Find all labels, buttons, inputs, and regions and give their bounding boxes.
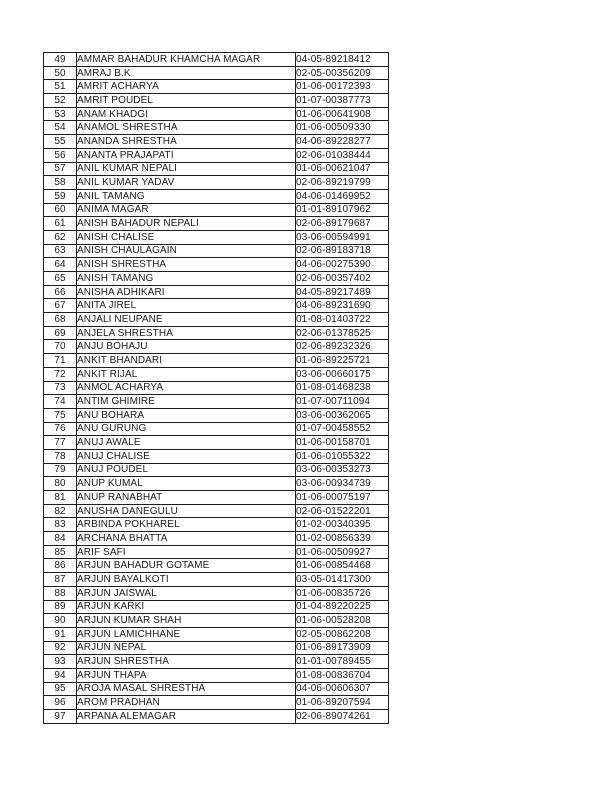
table-row [44,545,389,559]
person-name-cell: ANIMA MAGAR [77,203,296,217]
row-number-cell: 87 [44,573,77,587]
person-id-cell: 03-06-00362065 [296,408,389,422]
person-name-cell: ANIL KUMAR YADAV [77,176,296,190]
row-number-cell: 93 [44,655,77,669]
table-row [44,354,389,368]
person-name-cell: ANAMOL SHRESTHA [77,121,296,135]
row-number-cell: 59 [44,189,77,203]
person-id-cell: 01-07-00711094 [296,395,389,409]
person-id-cell: 01-06-89225721 [296,354,389,368]
table-row [44,217,389,231]
row-number-cell: 79 [44,463,77,477]
table-row [44,573,389,587]
table-row [44,94,389,108]
person-id-cell: 01-04-89220225 [296,600,389,614]
table-row [44,668,389,682]
row-number-cell: 94 [44,668,77,682]
row-number-cell: 62 [44,230,77,244]
table-row [44,436,389,450]
person-name-cell: ANUJ POUDEL [77,463,296,477]
table-row [44,313,389,327]
person-name-cell: AROJA MASAL SHRESTHA [77,682,296,696]
person-id-cell: 01-01-00789455 [296,655,389,669]
person-id-cell: 03-06-00353273 [296,463,389,477]
person-name-cell: AMMAR BAHADUR KHAMCHA MAGAR [77,53,296,67]
person-name-cell: ARPANA ALEMAGAR [77,710,296,724]
person-name-cell: ANISH BAHADUR NEPALI [77,217,296,231]
table-row [44,710,389,724]
row-number-cell: 78 [44,449,77,463]
roster-table [43,52,389,724]
person-name-cell: ARJUN BAYALKOTI [77,573,296,587]
roster-table-body [44,53,389,724]
person-name-cell: ANJELA SHRESTHA [77,326,296,340]
person-name-cell: AMRIT POUDEL [77,94,296,108]
person-id-cell: 02-06-89219799 [296,176,389,190]
person-name-cell: ARIF SAFI [77,545,296,559]
person-id-cell: 01-06-00075197 [296,491,389,505]
row-number-cell: 86 [44,559,77,573]
person-id-cell: 01-01-89107962 [296,203,389,217]
person-id-cell: 04-05-89217489 [296,285,389,299]
row-number-cell: 56 [44,148,77,162]
table-row [44,614,389,628]
row-number-cell: 91 [44,627,77,641]
person-name-cell: ARJUN NEPAL [77,641,296,655]
table-row [44,80,389,94]
table-row [44,449,389,463]
person-name-cell: ANKIT BHANDARI [77,354,296,368]
row-number-cell: 97 [44,710,77,724]
row-number-cell: 83 [44,518,77,532]
person-id-cell: 01-02-00856339 [296,532,389,546]
person-id-cell: 01-08-01403722 [296,313,389,327]
row-number-cell: 69 [44,326,77,340]
person-id-cell: 01-08-00836704 [296,668,389,682]
person-id-cell: 01-06-00509330 [296,121,389,135]
table-row [44,272,389,286]
person-id-cell: 03-06-00934739 [296,477,389,491]
row-number-cell: 51 [44,80,77,94]
person-name-cell: ANUJ CHALISE [77,449,296,463]
person-id-cell: 02-05-00862208 [296,627,389,641]
table-row [44,463,389,477]
person-id-cell: 02-06-01038444 [296,148,389,162]
table-row [44,66,389,80]
row-number-cell: 57 [44,162,77,176]
person-id-cell: 03-06-00594991 [296,230,389,244]
table-row [44,422,389,436]
person-id-cell: 04-05-89218412 [296,53,389,67]
table-row [44,203,389,217]
person-name-cell: ANJALI NEUPANE [77,313,296,327]
row-number-cell: 58 [44,176,77,190]
table-row [44,559,389,573]
row-number-cell: 52 [44,94,77,108]
row-number-cell: 70 [44,340,77,354]
person-id-cell: 01-06-00158701 [296,436,389,450]
row-number-cell: 53 [44,107,77,121]
person-name-cell: ANIL TAMANG [77,189,296,203]
person-id-cell: 01-06-89207594 [296,696,389,710]
person-id-cell: 02-06-89179687 [296,217,389,231]
person-id-cell: 01-02-00340395 [296,518,389,532]
person-id-cell: 04-06-01469952 [296,189,389,203]
row-number-cell: 88 [44,586,77,600]
person-name-cell: ANU BOHARA [77,408,296,422]
table-row [44,655,389,669]
person-id-cell: 02-06-01378525 [296,326,389,340]
person-name-cell: ANAM KHADGI [77,107,296,121]
table-row [44,148,389,162]
table-row [44,367,389,381]
person-id-cell: 01-08-01468238 [296,381,389,395]
person-name-cell: ANJU BOHAJU [77,340,296,354]
table-row [44,641,389,655]
person-id-cell: 01-06-00172393 [296,80,389,94]
person-name-cell: AROM PRADHAN [77,696,296,710]
row-number-cell: 50 [44,66,77,80]
person-name-cell: ANISH CHALISE [77,230,296,244]
row-number-cell: 72 [44,367,77,381]
row-number-cell: 55 [44,135,77,149]
row-number-cell: 65 [44,272,77,286]
table-row [44,53,389,67]
row-number-cell: 76 [44,422,77,436]
table-row [44,244,389,258]
person-name-cell: AMRIT ACHARYA [77,80,296,94]
row-number-cell: 73 [44,381,77,395]
row-number-cell: 60 [44,203,77,217]
table-row [44,258,389,272]
row-number-cell: 82 [44,504,77,518]
person-name-cell: ANANDA SHRESTHA [77,135,296,149]
person-id-cell: 04-06-89231690 [296,299,389,313]
person-id-cell: 01-06-00509927 [296,545,389,559]
row-number-cell: 63 [44,244,77,258]
person-name-cell: ANISH CHAULAGAIN [77,244,296,258]
table-row [44,299,389,313]
table-row [44,518,389,532]
person-name-cell: ARJUN KUMAR SHAH [77,614,296,628]
table-row [44,586,389,600]
row-number-cell: 68 [44,313,77,327]
person-id-cell: 04-06-89228277 [296,135,389,149]
row-number-cell: 89 [44,600,77,614]
table-row [44,107,389,121]
row-number-cell: 84 [44,532,77,546]
person-name-cell: ANKIT RIJAL [77,367,296,381]
row-number-cell: 85 [44,545,77,559]
row-number-cell: 54 [44,121,77,135]
person-name-cell: ANANTA PRAJAPATI [77,148,296,162]
table-row [44,230,389,244]
table-row [44,326,389,340]
row-number-cell: 77 [44,436,77,450]
table-row [44,408,389,422]
person-id-cell: 01-07-00387773 [296,94,389,108]
person-name-cell: ANISHA ADHIKARI [77,285,296,299]
row-number-cell: 49 [44,53,77,67]
person-name-cell: ARJUN KARKI [77,600,296,614]
row-number-cell: 81 [44,491,77,505]
row-number-cell: 80 [44,477,77,491]
table-row [44,189,389,203]
person-id-cell: 01-06-00835726 [296,586,389,600]
person-id-cell: 02-06-01522201 [296,504,389,518]
person-name-cell: ANITA JIREL [77,299,296,313]
table-row [44,532,389,546]
person-name-cell: ANIL KUMAR NEPALI [77,162,296,176]
person-name-cell: ARJUN JAISWAL [77,586,296,600]
person-name-cell: ANUP KUMAL [77,477,296,491]
person-name-cell: ANUSHA DANEGULU [77,504,296,518]
person-name-cell: ARJUN THAPA [77,668,296,682]
person-name-cell: ANUP RANABHAT [77,491,296,505]
table-row [44,491,389,505]
row-number-cell: 67 [44,299,77,313]
person-id-cell: 01-06-00641908 [296,107,389,121]
row-number-cell: 75 [44,408,77,422]
row-number-cell: 61 [44,217,77,231]
person-name-cell: ANUJ AWALE [77,436,296,450]
table-row [44,285,389,299]
person-id-cell: 02-06-00357402 [296,272,389,286]
row-number-cell: 71 [44,354,77,368]
person-id-cell: 04-06-00606307 [296,682,389,696]
person-id-cell: 02-06-89232326 [296,340,389,354]
table-row [44,627,389,641]
person-id-cell: 03-05-01417300 [296,573,389,587]
person-name-cell: ARJUN SHRESTHA [77,655,296,669]
person-id-cell: 02-06-89183718 [296,244,389,258]
table-row [44,477,389,491]
person-name-cell: ARCHANA BHATTA [77,532,296,546]
person-name-cell: ANISH SHRESTHA [77,258,296,272]
table-row [44,600,389,614]
row-number-cell: 64 [44,258,77,272]
table-row [44,121,389,135]
table-row [44,395,389,409]
person-id-cell: 01-06-01055322 [296,449,389,463]
row-number-cell: 92 [44,641,77,655]
table-row [44,135,389,149]
person-name-cell: ARBINDA POKHAREL [77,518,296,532]
person-id-cell: 03-06-00660175 [296,367,389,381]
person-name-cell: ARJUN BAHADUR GOTAME [77,559,296,573]
table-row [44,162,389,176]
table-row [44,176,389,190]
person-id-cell: 02-05-00356209 [296,66,389,80]
person-name-cell: ARJUN LAMICHHANE [77,627,296,641]
row-number-cell: 95 [44,682,77,696]
table-row [44,340,389,354]
person-name-cell: ANMOL ACHARYA [77,381,296,395]
person-name-cell: ANU GURUNG [77,422,296,436]
person-id-cell: 01-07-00458552 [296,422,389,436]
person-id-cell: 01-06-89173909 [296,641,389,655]
table-row [44,682,389,696]
row-number-cell: 66 [44,285,77,299]
person-id-cell: 01-06-00854468 [296,559,389,573]
person-name-cell: ANISH TAMANG [77,272,296,286]
table-row [44,696,389,710]
person-id-cell: 01-06-00621047 [296,162,389,176]
table-row [44,381,389,395]
row-number-cell: 90 [44,614,77,628]
person-id-cell: 04-06-00275390 [296,258,389,272]
person-name-cell: ANTIM GHIMIRE [77,395,296,409]
person-id-cell: 02-06-89074261 [296,710,389,724]
row-number-cell: 96 [44,696,77,710]
table-row [44,504,389,518]
person-id-cell: 01-06-00528208 [296,614,389,628]
row-number-cell: 74 [44,395,77,409]
person-name-cell: AMRAJ B.K [77,66,296,80]
